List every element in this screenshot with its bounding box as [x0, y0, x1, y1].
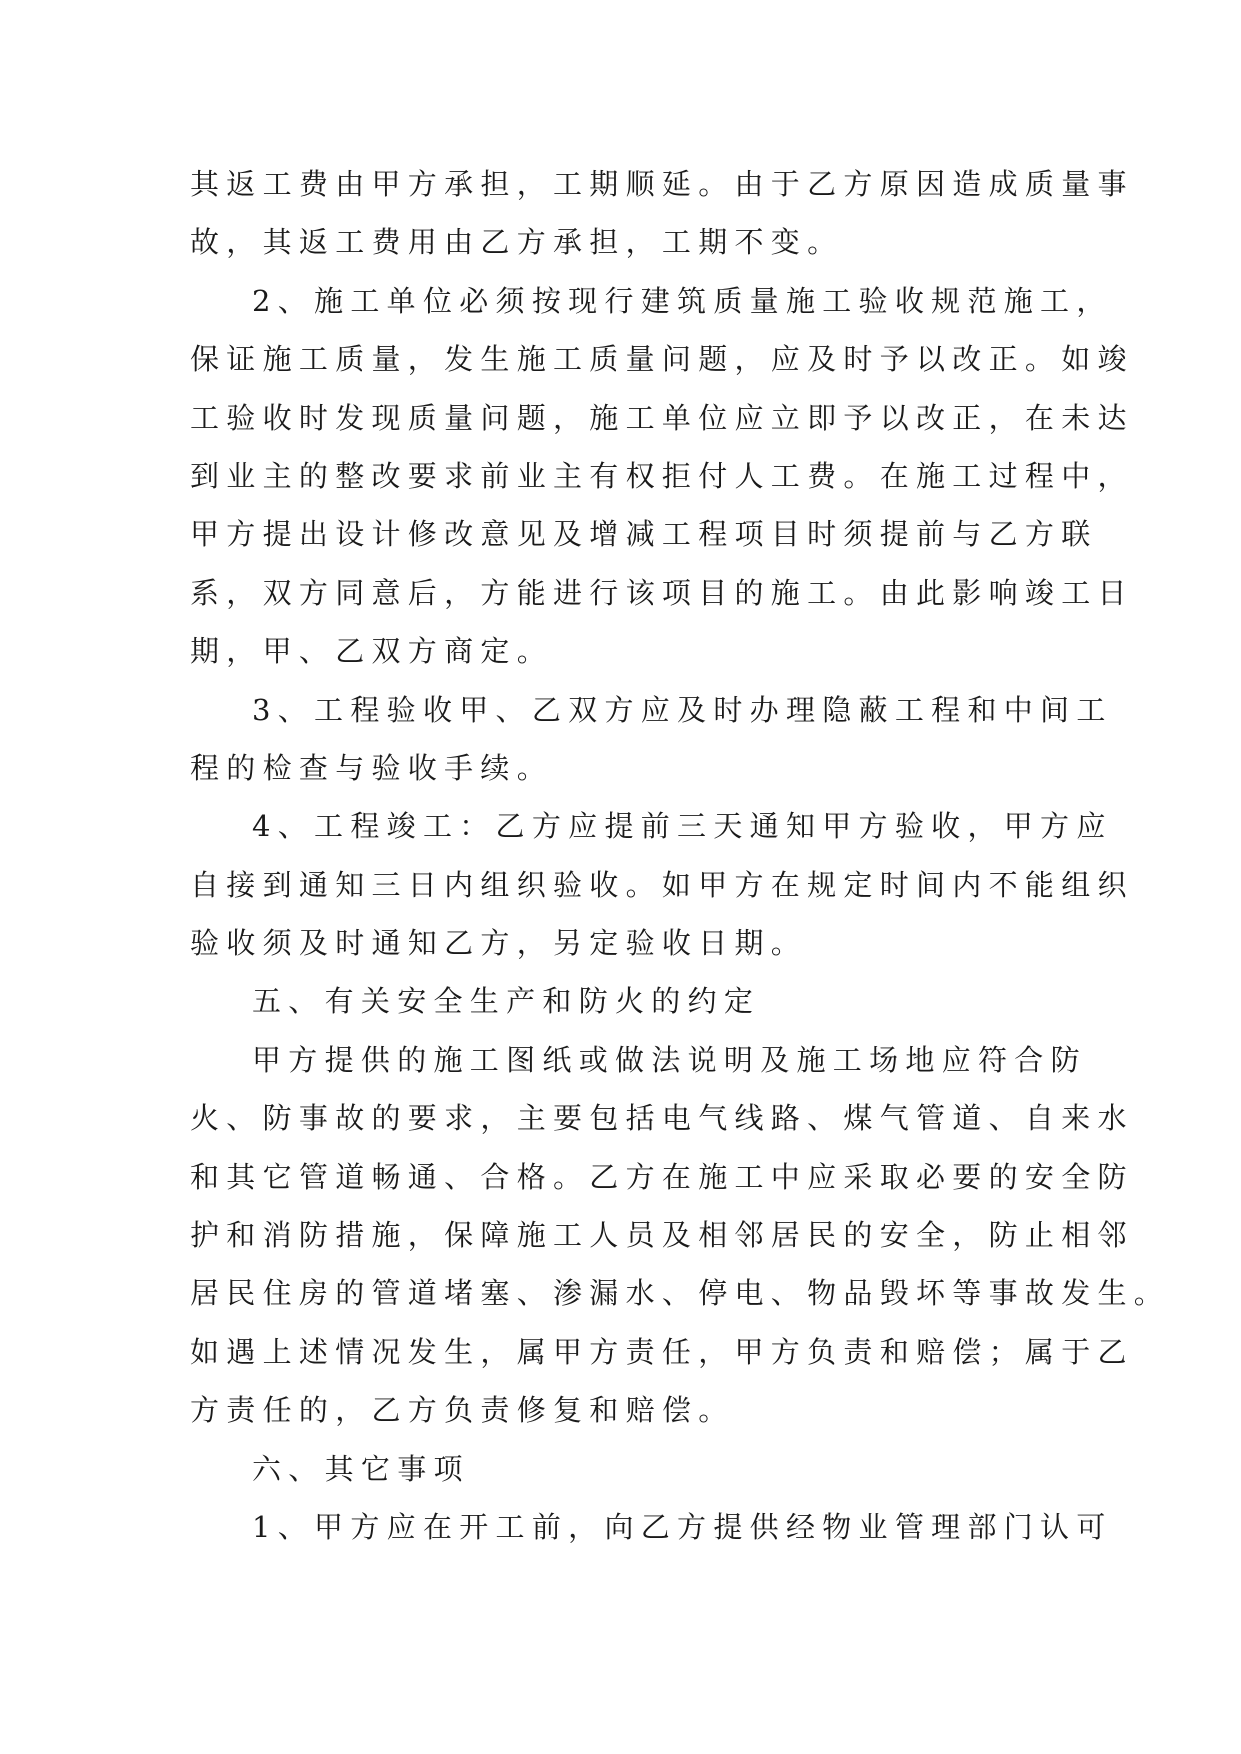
text-line: 程的检查与验收手续。	[190, 750, 554, 785]
text-line: 系，双方同意后，方能进行该项目的施工。由此影响竣工日	[190, 575, 1134, 610]
text-line: 验收须及时通知乙方，另定验收日期。	[190, 926, 808, 961]
text-line: 到业主的整改要求前业主有权拒付人工费。在施工过程中，	[190, 458, 1134, 493]
text-line: 居民住房的管道堵塞、渗漏水、停电、物品毁坏等事故发生。	[190, 1276, 1171, 1311]
text-line: 护和消防措施，保障施工人员及相邻居民的安全，防止相邻	[190, 1218, 1134, 1253]
text-line: 2、施工单位必须按现行建筑质量施工验收规范施工，	[252, 283, 1113, 318]
text-line: 保证施工质量，发生施工质量问题，应及时予以改正。如竣	[190, 342, 1134, 377]
text-line: 4、工程竣工：乙方应提前三天通知甲方验收，甲方应	[252, 809, 1113, 844]
document-body	[190, 155, 1171, 1556]
text-line: 如遇上述情况发生，属甲方责任，甲方负责和赔偿；属于乙	[190, 1334, 1134, 1369]
text-line: 其返工费由甲方承担，工期顺延。由于乙方原因造成质量事	[190, 167, 1134, 201]
text-line: 自接到通知三日内组织验收。如甲方在规定时间内不能组织	[190, 867, 1134, 902]
text-line: 甲方提出设计修改意见及增减工程项目时须提前与乙方联	[190, 517, 1098, 552]
text-line: 3、工程验收甲、乙双方应及时办理隐蔽工程和中间工	[252, 692, 1113, 727]
text-line: 六、其它事项	[252, 1451, 470, 1486]
text-line: 工验收时发现质量问题，施工单位应立即予以改正，在未达	[190, 400, 1134, 435]
text-line: 和其它管道畅通、合格。乙方在施工中应采取必要的安全防	[190, 1159, 1134, 1194]
text-line: 故，其返工费用由乙方承担，工期不变。	[190, 225, 844, 260]
text-line: 1、甲方应在开工前，向乙方提供经物业管理部门认可	[252, 1509, 1113, 1544]
text-line: 方责任的，乙方负责修复和赔偿。	[190, 1393, 735, 1428]
text-line: 五、有关安全生产和防火的约定	[252, 984, 761, 1019]
text-line: 甲方提供的施工图纸或做法说明及施工场地应符合防	[252, 1042, 1087, 1077]
text-line: 火、防事故的要求，主要包括电气线路、煤气管道、自来水	[190, 1101, 1134, 1136]
text-line: 期，甲、乙双方商定。	[190, 634, 554, 669]
